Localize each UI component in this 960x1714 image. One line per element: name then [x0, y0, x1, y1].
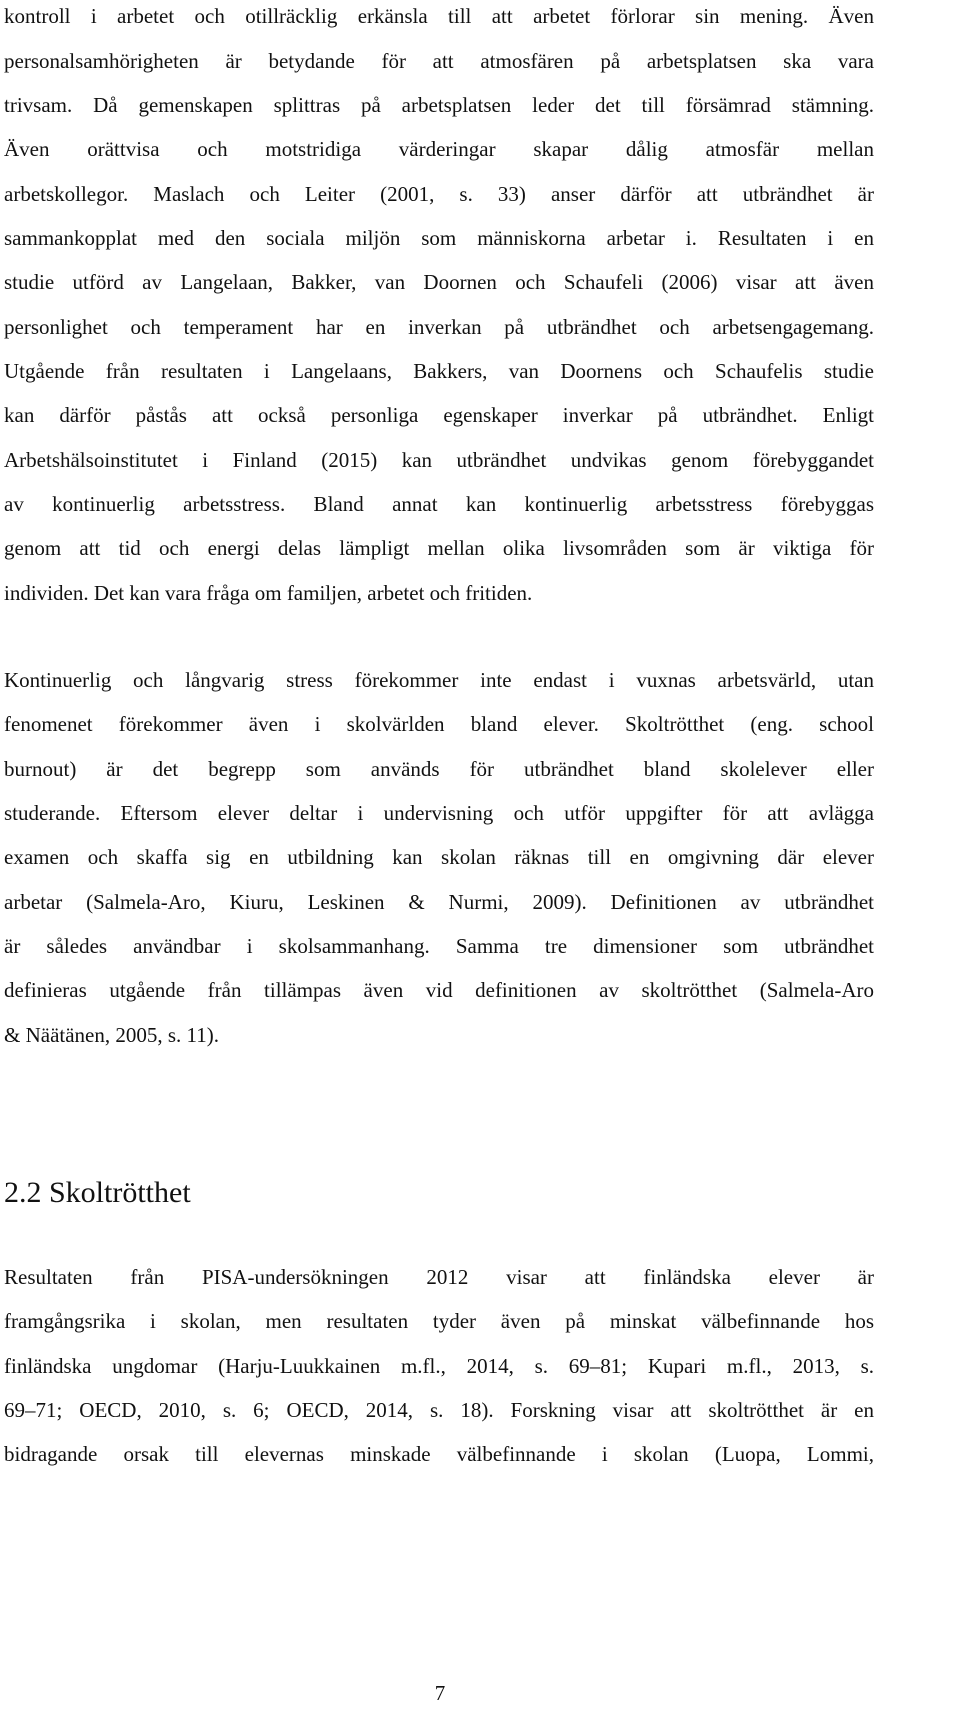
- text-line: Även orättvisa och motstridiga värderingar skapar dålig atmosfär mellan: [4, 137, 874, 161]
- text-line: sammankopplat med den sociala miljön som människorna arbetar i. Resultaten i en: [4, 226, 874, 250]
- text-line: arbetar (Salmela-Aro, Kiuru, Leskinen & Nurmi, 2009). Definitionen av utbrändhet: [4, 890, 874, 914]
- text-line: Utgående från resultaten i Langelaans, Bakkers, van Doornens och Schaufelis studie: [4, 359, 874, 383]
- text-line: är således användbar i skolsammanhang. Samma tre dimensioner som utbrändhet: [4, 934, 874, 958]
- text-line: Kontinuerlig och långvarig stress förekommer inte endast i vuxnas arbetsvärld, utan: [4, 668, 874, 692]
- text-line: burnout) är det begrepp som används för utbrändhet bland skolelever eller: [4, 757, 874, 781]
- text-line: individen. Det kan vara fråga om familjen, arbetet och fritiden.: [4, 581, 533, 605]
- text-line: personlighet och temperament har en inverkan på utbrändhet och arbetsengagemang.: [4, 315, 874, 339]
- text-line: av kontinuerlig arbetsstress. Bland annat kan kontinuerlig arbetsstress förebyggas: [4, 492, 874, 516]
- text-line: definieras utgående från tillämpas även vid definitionen av skoltrötthet (Salmela-Aro: [4, 978, 874, 1002]
- text-line: personalsamhörigheten är betydande för att atmosfären på arbetsplatsen ska vara: [4, 49, 874, 73]
- page-number: 7: [434, 1681, 446, 1705]
- text-line: & Näätänen, 2005, s. 11).: [4, 1023, 220, 1047]
- text-line: examen och skaffa sig en utbildning kan skolan räknas till en omgivning där elever: [4, 845, 874, 869]
- text-line: studie utförd av Langelaan, Bakker, van Doornen och Schaufeli (2006) visar att även: [4, 270, 874, 294]
- text-line: Arbetshälsoinstitutet i Finland (2015) kan utbrändhet undvikas genom förebyggandet: [4, 448, 874, 472]
- text-line: Resultaten från PISA-undersökningen 2012 visar att finländska elever är: [4, 1265, 874, 1289]
- text-line: genom att tid och energi delas lämpligt mellan olika livsområden som är viktiga för: [4, 536, 874, 560]
- text-line: fenomenet förekommer även i skolvärlden bland elever. Skoltrötthet (eng. school: [4, 712, 874, 736]
- text-line: bidragande orsak till elevernas minskade välbefinnande i skolan (Luopa, Lommi,: [4, 1442, 874, 1466]
- text-line: arbetskollegor. Maslach och Leiter (2001, s. 33) anser därför att utbrändhet är: [4, 182, 874, 206]
- text-line: kan därför påstås att också personliga egenskaper inverkar på utbrändhet. Enligt: [4, 403, 874, 427]
- text-line: kontroll i arbetet och otillräcklig erkänsla till att arbetet förlorar sin mening. Även: [4, 4, 874, 28]
- text-line: 69–71; OECD, 2010, s. 6; OECD, 2014, s. 18). Forskning visar att skoltrötthet är en: [4, 1398, 874, 1422]
- section-heading: 2.2 Skoltrötthet: [4, 1176, 191, 1209]
- text-line: trivsam. Då gemenskapen splittras på arbetsplatsen leder det till försämrad stämning.: [4, 93, 874, 117]
- text-line: framgångsrika i skolan, men resultaten tyder även på minskat välbefinnande hos: [4, 1309, 874, 1333]
- text-line: studerande. Eftersom elever deltar i undervisning och utför uppgifter för att avlägga: [4, 801, 874, 825]
- text-line: finländska ungdomar (Harju-Luukkainen m.fl., 2014, s. 69–81; Kupari m.fl., 2013, s.: [4, 1354, 874, 1378]
